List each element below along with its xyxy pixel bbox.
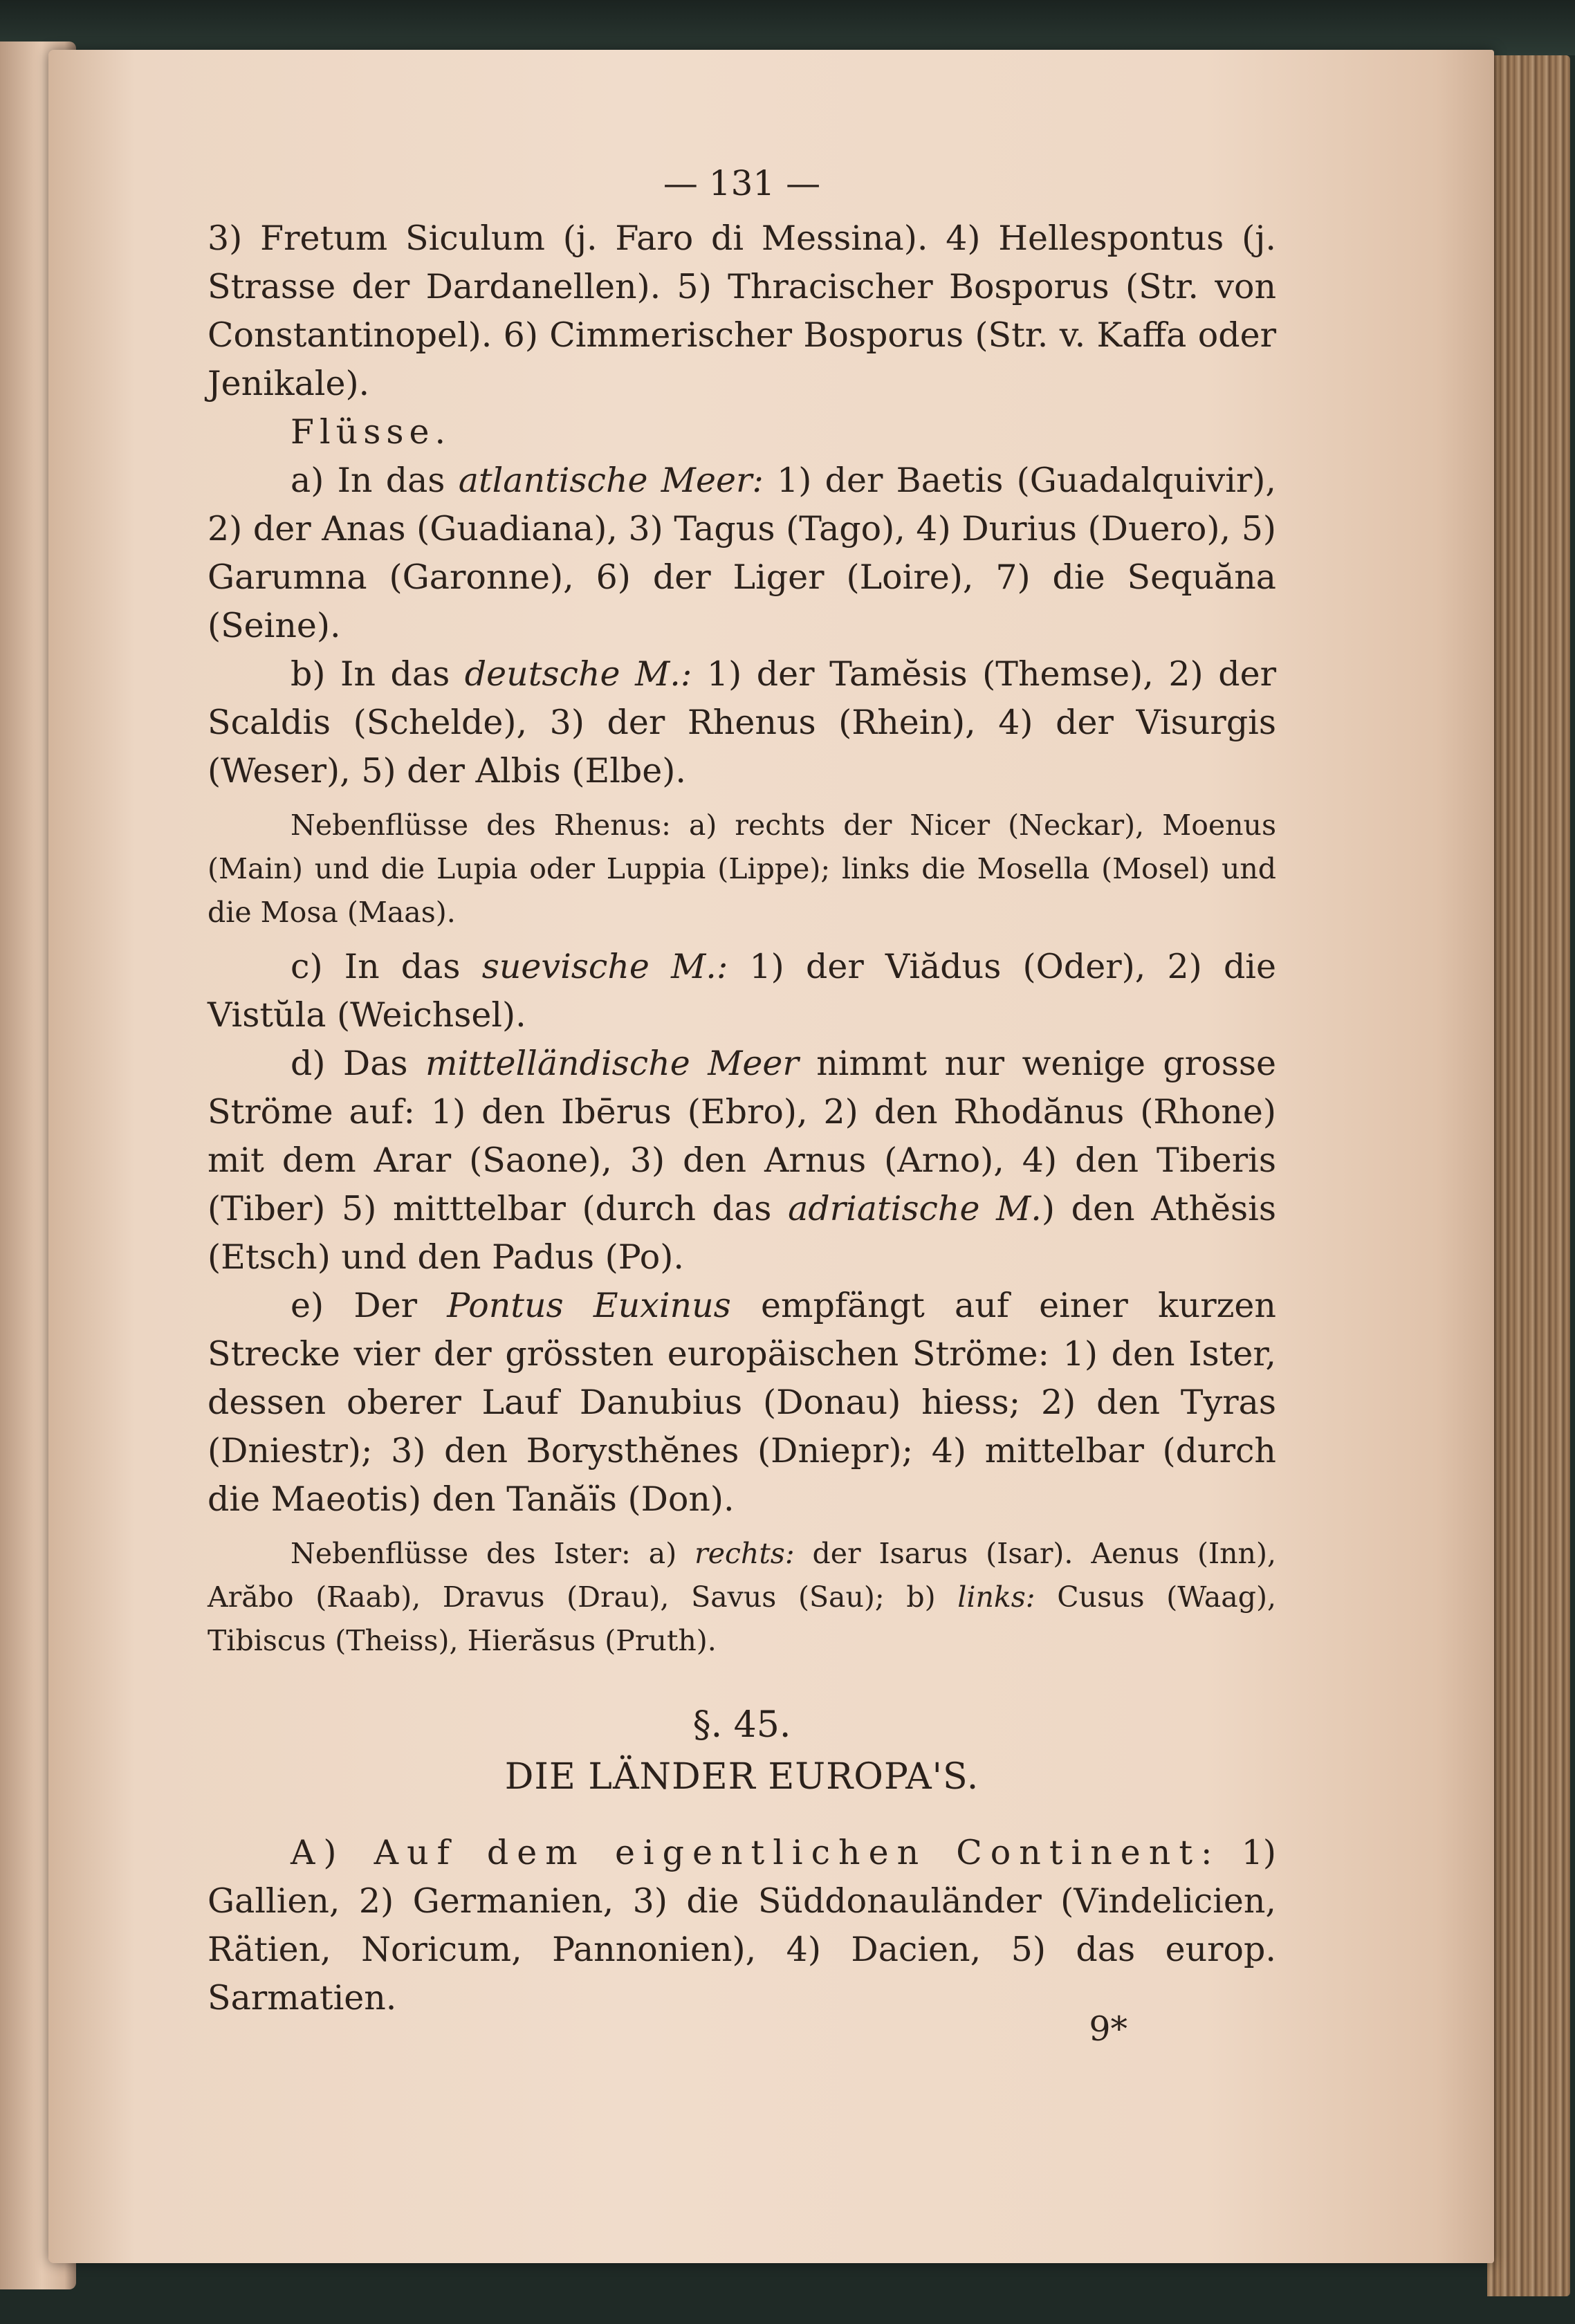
section-title: DIE LÄNDER EUROPA'S. [504,1756,979,1798]
paragraph-c-prefix: c) In das [291,947,482,986]
paragraph-continent-heading: A) Auf dem eigentlichen Continent: [291,1833,1221,1872]
book-cover [0,0,1575,55]
paragraph-a-sea: atlantische Meer: [458,461,764,500]
note-ister-right: rechts: [694,1537,795,1570]
paragraph-d-sea2: adriatische M. [788,1189,1042,1228]
paragraph-c-rivers: 1) der Viădus (Oder), 2) die Vistŭla (Weichsel). [208,947,1276,1035]
paragraph-continent-list: 1) Gallien, 2) Germanien, 3) die Süddonauländer (Vindelicien, Rätien, Noricum, Pannonien), 4) Dacien, 5) das europ. Sarmatien. [208,1833,1276,2018]
note-ister [208,1532,1276,1663]
page-number: — 131 — [663,163,821,203]
paragraph-a [208,456,1276,650]
paragraph-c-sea: suevische M.: [481,947,728,986]
paragraph-d-middle: nimmt nur wenige grosse Ströme auf: 1) den Ibērus (Ebro), 2) den Rhodănus (Rhone) mit dem Arar (Saone), 3) den Arnus (Arno), 4) den Tiberis (Tiber) 5) mitttelbar (durch das [208,1044,1277,1228]
section-number: §. 45. [692,1704,791,1746]
paragraph-d-prefix: d) Das [291,1044,425,1083]
paragraph-d-sea: mittelländische Meer [425,1044,799,1083]
paragraph-d-end: ) den Athĕsis (Etsch) und den Padus (Po). [208,1189,1276,1277]
heading-fluesse: Flüsse. [291,412,452,452]
page-edges [1487,55,1570,2296]
paragraph-a-rivers: 1) der Baetis (Guadalquivir), 2) der Anas (Guadiana), 3) Tagus (Tago), 4) Durius (Duero), 5) Garumna (Garonne), 6) der Liger (Loire), 7) die Sequăna (Seine). [208,461,1276,645]
signature-mark: 9* [1089,2009,1127,2049]
note-ister-end: Cusus (Waag), Tibiscus (Theiss), Hierăsus (Pruth). [208,1580,1276,1657]
note-ister-middle: der Isarus (Isar). Aenus (Inn), Arăbo (Raab), Dravus (Drau), Savus (Sau); b) [208,1537,1276,1614]
paragraph-straits: 3) Fretum Siculum (j. Faro di Messina). 4) Hellespontus (j. Strasse der Dardanellen). 5) Thracischer Bosporus (Str. von Constantinopel). 6) Cimmerischer Bosporus (Str. v. Kaffa oder Jenikale). [208,219,1276,403]
paragraph-b-sea: deutsche M.: [464,654,692,694]
paragraph-continent [208,1829,1276,2022]
paragraph-e-prefix: e) Der [291,1286,448,1325]
note-ister-left: links: [957,1580,1035,1614]
paragraph-b [208,650,1276,795]
paragraph-e-rivers: empfängt auf einer kurzen Strecke vier der grössten europäischen Ströme: 1) den Ister, dessen oberer Lauf Danubius (Donau) hiess; 2) den Tyras (Dniestr); 3) den Borysthĕnes (Dniepr); 4) mittelbar (durch die Maeotis) den Tanăïs (Don). [208,1286,1276,1519]
paragraph-a-prefix: a) In das [291,461,459,500]
paragraph-d [208,1040,1276,1282]
paragraph-b-prefix: b) In das [291,654,465,694]
note-rhenus: Nebenflüsse des Rhenus: a) rechts der Nicer (Neckar), Moenus (Main) und die Lupia oder Luppia (Lippe); links die Mosella (Mosel) und die Mosa (Maas). [208,809,1276,929]
note-ister-prefix: Nebenflüsse des Ister: a) [291,1537,695,1570]
paragraph-e-sea: Pontus Euxinus [447,1286,731,1325]
paragraph-b-rivers: 1) der Tamĕsis (Themse), 2) der Scaldis (Schelde), 3) der Rhenus (Rhein), 4) der Visurgis (Weser), 5) der Albis (Elbe). [208,654,1276,791]
paragraph-e [208,1282,1276,1524]
page-text [208,159,1276,2054]
paragraph-c [208,943,1276,1040]
